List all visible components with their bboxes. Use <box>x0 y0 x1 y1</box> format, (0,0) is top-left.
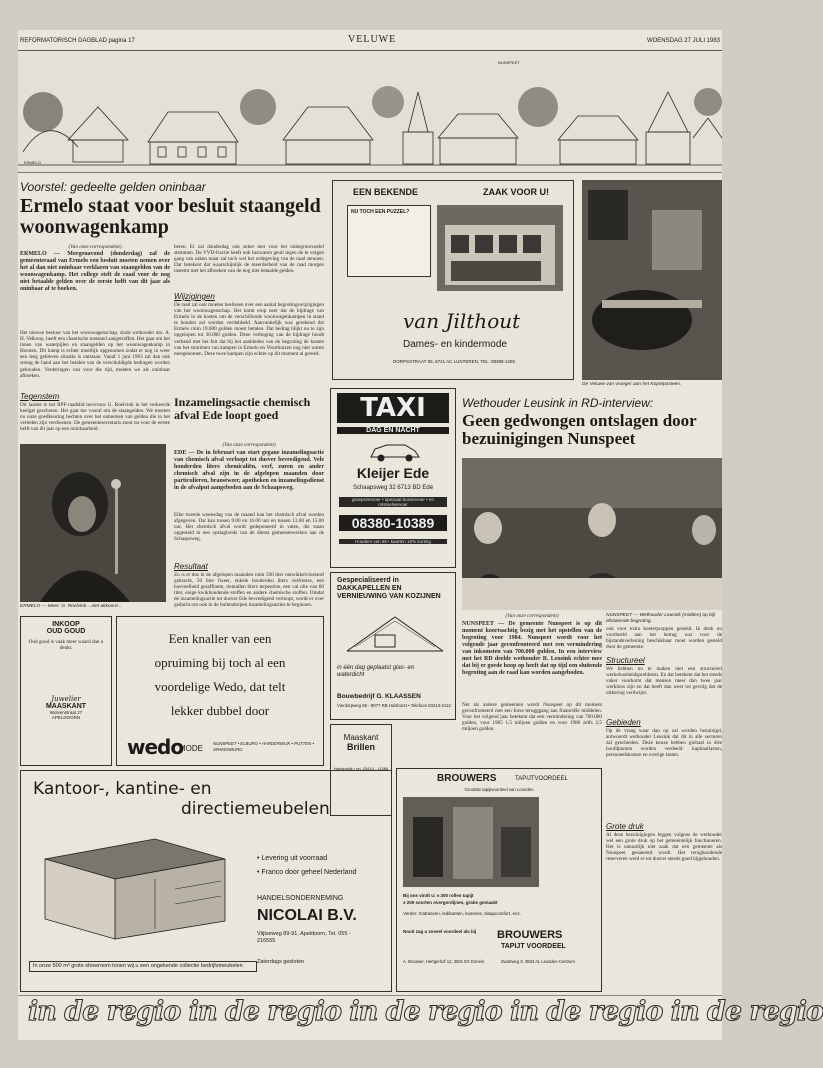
nunspeet-body: Net als andere gemeenten wordt Nunspeet op dit moment geconfronteerd met een forse terugggang aan financiële middelen. Voor het volgend jaar betekent dat een vermindering van 700.000 gulden, voor 1985 1,5 miljoen gulden en voor 1986 zelfs 2,5 miljoen gulden. <box>462 702 602 733</box>
ermelo-kicker: Voorstel: gedeelte gelden oninbaar <box>20 180 206 194</box>
brouwers-logo2: TAPIJT VOORDEEL <box>501 943 566 950</box>
maaskant-address: Harderwijk • tel. 03410 - 11386 <box>333 766 389 771</box>
nicolai-saturday: Zaterdags gesloten <box>257 959 305 965</box>
chemisch-body2: Zo is er dus in de afgelopen maanden ruim 500 liter ontwikkelvloeistof gebracht, 50 liter fixeer, enkele honderden liters verfrestes, een hoeveelheid geraffinem, tientallen liters terpentine, een val olie van 60 liter, enige kwikhoudende stoffen en andere chemische stoffen. Omdat de inzamelingsactie tot dusver Ede bevredigend verloopt, wordt er over gedacht om ook in de buitendorpen inzamelingsacties te beginnen. <box>174 572 324 609</box>
chemisch-headline: Inzamelingsactie chemisch afval Ede loopt goed <box>174 395 311 422</box>
ermelo-col2b: De raad zal ook moeten beslissen over een aantal begrotingswijzigingen van het woonwagenschap. Het komt erop neer dat de bijdrage van Ermelo in de kosten om de verschillende woonwagenkampen in stand te houden zal worden verdubbeld. Aanvankelijk was gerekend dat Ermelo ruim 19.000 gulden moest betalen. Dat bedrag blijkt nu te zijn opgelopen tot 30.000 gulden. Deze verhoging van de bijdrage houdt verband met het feit dat bij het aanbieden van de begroting de kosten van het stratimen van kampen in Ermelo en Voorthuizen nog niet waren meegenomen. Deze twee kampen zijn echter op dit moment al gereed. <box>174 302 324 357</box>
inkoop-line-0: INKOOP <box>52 621 80 628</box>
taxi-note: groepsvervoer • speciaal busvervoer • en rolstoelvervoer <box>339 497 447 507</box>
taxi-car-icon <box>367 441 423 463</box>
ad-wedo-knaller <box>116 616 324 766</box>
nunspeet-headline: Geen gedwongen ontslagen door bezuinigingen Nunspeet <box>462 411 697 448</box>
klaassen-address: Vierdorpweg 65 - 8077 RB Hulshorst • Telefoon 03413-2112 <box>337 703 451 708</box>
header-left: REFORMATORISCH DAGBLAD pagina 17 <box>20 38 135 44</box>
nunspeet-sub-gebieden: Gebieden <box>606 718 641 727</box>
jilthout-puzzle-title: NU TOCH EEN PUZZEL? <box>351 209 410 215</box>
chemisch-lead: EDE — De in februari van start gegane inzamelingsactie van chemisch afval verloopt tot dusver bevredigend. Vele honderden liters chemicaliën, verf, zuren en ander chemisch afval zijn in de afgelopen maanden door particulieren, branstweer, apotheken en inzamelingsdienst in de afvalput aangeboden aan de Schaapsweg. <box>174 450 324 491</box>
chemisch-sub: Resultaat <box>174 562 208 571</box>
right-photo-caption: De Veluwe van vroeger aan het Kopetposteen. <box>582 382 682 387</box>
wedo-brand: wedo <box>127 735 184 759</box>
ermelo-photo-caption: ERMELO — Meer: G. Roelvink ...niet akkoord... <box>20 604 122 609</box>
maaskant-sub: Brillen <box>346 742 375 752</box>
village-sketch <box>18 52 722 172</box>
footer-text: in de regio in de regio in de regio in de regio in de regio <box>28 996 823 1027</box>
nicolai-company: HANDELSONDERNEMING <box>257 895 344 902</box>
right-photo-interior <box>582 180 722 380</box>
nicolai-name: NICOLAI B.V. <box>257 907 357 924</box>
taxi-address: Schaapsweg 32 6713 BD Ede <box>352 485 434 491</box>
brouwers-intro: Grootste tapijtvoordeel van Leusden <box>464 787 534 792</box>
jilthout-line: Dames- en kindermode <box>403 339 507 350</box>
nunspeet-side4: Al deze bezuinigingen leggen volgens de wethouder wel een grote druk op het gemeentelijk functioneren. Het is natuurlijk niet zaak dat een gemeente als Nunspeet gesaneerd wordt. Het terughoudende reserveren werd er tot dusver steeds goed bijgehouden. <box>606 832 722 863</box>
chemisch-byline: (Van onze correspondent) <box>222 442 276 448</box>
jilthout-name: van Jilthout <box>403 309 521 333</box>
ad-inkoop-oud-goud <box>20 616 112 766</box>
inkoop-line-2: Oud goud is vaak meer waard dan u denkt. <box>28 639 104 652</box>
taxi-phone: 08380-10389 <box>339 515 447 531</box>
inkoop-line-4: MAASKANT <box>45 703 87 710</box>
ermelo-body-3: Dit laatste is het RPF-raadslid mevrouw G. Roelvink in het verkeerde keelgat geschoten. Het gaat me vooral om de staangelden. We moeten nu onze goedkeuring hechten over het ontnemen van gelden die in het verleden zijn verdwenen. De gemeentesecretaris stoot nu voor de eerste helft van dit jaar op een oninbaarheid. <box>20 402 170 433</box>
taxi-title: TAXI <box>337 393 449 423</box>
nunspeet-sub-structureel: Structureel <box>606 656 645 665</box>
taxi-company: Kleijer Ede <box>356 465 430 481</box>
nunspeet-side: ook voor extra koeterproppen gesteld. Ik denk nu voorbeeld aan het betrag wat voor de bijstandsverlening beschikbaar moet worden gesteld door de gemeente. <box>606 626 722 651</box>
inkoop-line-6: APELDOORN <box>51 715 81 720</box>
knaller-line3: voordelige Wedo, dat telt <box>154 679 286 694</box>
nicolai-address: Vlijtseweg 89-91, Apeldoorn, Tel. 055 - 216555 <box>257 931 351 944</box>
nunspeet-kicker: Wethouder Leusink in RD-interview: <box>462 396 654 410</box>
brouwers-addr1: A. Brouwer, Hertgerhof 12, 3831 EX Ermelo <box>403 959 485 964</box>
ermelo-headline: Ermelo staat voor besluit staangeld woonwagenkamp <box>20 195 321 238</box>
banner-right-label: NUNSPEET <box>498 60 520 65</box>
brouwers-extra: Verder: matrassen, ledikanten, kussens, slaapcomfort, enz. <box>403 911 522 916</box>
nunspeet-photo-caption: NUNSPEET — Wethouder Leusink (midden) op bijl afsluitende begroting. <box>606 613 715 624</box>
brouwers-bullet-0: Bij ons vindt u: ± 300 rollen tapijt <box>403 893 474 898</box>
ermelo-photo <box>20 444 166 602</box>
nicolai-bullet2-text: Franco door geheel Nederland <box>261 869 357 876</box>
ad-klaassen <box>330 572 456 720</box>
ermelo-lead: ERMELO — Morgenavond (donderdag) zal de gemeenteraad van Ermelo een besluit moeten nemen over het al dan niet oninbaar verklaren van staangelden van de woonwagenkamp. Het college stelt de raad voor de nog niet betaalde gelden over de eerste helft van dit jaar als oninbaar af te boeken. <box>20 251 170 292</box>
maaskant-name: Maaskant <box>343 733 379 742</box>
nicolai-title1: Kantoor-, kantine- en <box>33 779 212 799</box>
klaassen-mid: in één dag geplaatst glas- en waterdicht <box>337 665 415 678</box>
taxi-subtitle: DAG EN NACHT <box>337 427 449 434</box>
ermelo-body: Het nieuwe bestuur van het woonwagenschap, sinds wethouder drs. A. H. Velkoop, heeft een chaotische toestand aangetroffen. Het gaat om het innen van waterpijlen en staangelden op het woonwagenkamp in Horsten. Dit kamp is echter moeilijk opgenomen zodat er nog in weer een leeg gebleven situatie is ontstaan. Vanaf 1 juni 1983 zal dan ook streng de hand aan het betalen van de verschuldigde bedragen worden gehouden. Verderingen van voor die tijd, moeten we als oninbaar afboeken. <box>20 330 170 379</box>
nicolai-footer: In onze 500 m² grote showroom tonen wij u een ongekende collectie bedrijfsmeubelen <box>29 961 257 972</box>
ad-nicolai-meubelen <box>20 770 392 992</box>
footer-in-de-regio <box>18 995 823 1030</box>
wedo-brand2: MODE <box>179 744 203 753</box>
brouwers-photo <box>403 797 539 887</box>
brouwers-title: BROUWERS <box>437 773 497 784</box>
nicolai-bullet1: • Levering uit voorraad <box>257 855 328 862</box>
jilthout-shop-photo <box>437 205 563 291</box>
jilthout-tag-right: ZAAK VOOR U! <box>483 187 549 197</box>
klaassen-name: Bouwbedrijf G. KLAASSEN <box>337 693 421 700</box>
veluwe-illustration-banner <box>18 52 722 173</box>
nunspeet-byline: (Van onze correspondent) <box>505 613 559 619</box>
nicolai-title2: directiemeubelen <box>181 799 330 819</box>
ad-van-jilthout <box>332 180 574 380</box>
knaller-line4: lekker dubbel door <box>170 703 270 718</box>
ermelo-col2: beren. Er zal donderdag ook zeker met voor het onbegrootvoelel stemmen. De VVD-fractie heeft ook bezwaren geuit tegen de te volgen gang van zaken maar zal toch wel het ordegeving van de raad steunen. Dat betekent dat waarschijnlijk de meerderheid van de raad morgen instemt met het afboeken van de nog niet betaalde gelden. <box>174 244 324 275</box>
page-header <box>18 30 722 51</box>
brouwers-bullet-1: ± 200 soorten overgordijnen, gratis gemaakt <box>403 900 498 905</box>
ermelo-byline: (Van onze correspondent) <box>68 244 122 250</box>
jilthout-puzzle-box <box>347 205 431 277</box>
nunspeet-lead: NUNSPEET — De gemeente Nunspeet is op dit moment koortsachtig bezig met het opstellen van de begroting voor 1984. Nunspeet wordt voor het volgende jaar geconfronteerd met een vermindering van inkomsten van 700.000 gulden. In een interview met het RD deelde wethouder R. Leusink echter mee dat bij er goede hoop op heeft dat op tijd een sluitende begroting aan de raad kan worden aangeboden. <box>462 621 602 676</box>
jilthout-tag-left: EEN BEKENDE <box>353 187 419 197</box>
nunspeet-sub-grote-druk: Grote druk <box>606 822 644 831</box>
klaassen-top: Gespecialiseerd in DAKKAPELLEN EN VERNIEUWING VAN KOZIJNEN <box>337 577 441 600</box>
inkoop-line-5: Wolvenstraat 27 <box>49 710 83 715</box>
house-roof-icon <box>345 611 445 661</box>
ad-brouwers-tapijt <box>396 768 602 992</box>
banner-left-label: ERMELO <box>24 160 41 165</box>
nunspeet-photo <box>462 458 722 610</box>
header-center: VELUWE <box>348 34 397 45</box>
brouwers-addr2: Zwartweg 9, 3833 AL Leusden-Centrum <box>501 959 575 964</box>
jilthout-address: DORPSSTRAAT 85, 6741 AC LUNTEREN, TEL. 08388-1265 <box>393 359 516 364</box>
inkoop-line-1: OUD GOUD <box>46 628 86 635</box>
nunspeet-side2: We hebben nu te maken met een structureel werkeloosheidsprobleem. En dat betekent dat het steeds vaker voorkomt dat mensen meer dan twee jaar werkloos zijn en dat heeft dan weer tot gevolg dat de uitkering verdwijnt. <box>606 666 722 697</box>
newspaper-page <box>18 30 823 1040</box>
ad-taxi-kleijer <box>330 388 456 568</box>
knaller-line1: Een knaller van een <box>168 631 272 646</box>
desk-illustration <box>35 829 235 949</box>
nicolai-bullet1-text: Levering uit voorraad <box>261 855 328 862</box>
brouwers-tag: TAPIJTVOORDEEL <box>515 776 568 782</box>
brouwers-logo: BROUWERS <box>497 929 563 941</box>
brouwers-closing: Nooit zag u zoveel voordeel als bij <box>403 929 477 934</box>
nunspeet-side3: Op de vraag waar dan op zal worden bezuinigd, antwoordt wethouder Leusink dat dit in alle sectoren zal geschieden. Deze keuze hebben globaal in drie hoofdpunten worden verdeeld: kapitaallasten, personeelskosten en overige lasten. <box>606 728 722 759</box>
taxi-footer: Houders van 65+ kaarten 10% korting <box>339 539 447 544</box>
nicolai-bullet2: • Franco door geheel Nederland <box>257 869 357 876</box>
ermelo-sub-wijzigingen: Wijzigingen <box>174 292 215 301</box>
ermelo-sub-tegenstem: Tegenstem <box>20 392 60 401</box>
knaller-line2: opruiming bij toch al een <box>154 655 286 670</box>
inkoop-line-3: Juwelier <box>51 695 81 703</box>
chemisch-body: Elke tweede woensdag van de maand kan het chemisch afval worden afgegeven. Dat kan tussen 9.00 en 16.00 uur en tussen 13.00 en 15.00 uur. Het chemisch afval wordt gedeponeerd in vaten, die staan opgesteld in een opslagloods van de dienst gemeentewerken aan de Schaapsweg. <box>174 512 324 543</box>
header-right: WOENSDAG 27 JULI 1983 <box>646 38 720 44</box>
wedo-places: NUNSPEET • ELBURG • HARDERWIJK • PUTTEN • SPAKENBURG <box>213 741 314 752</box>
